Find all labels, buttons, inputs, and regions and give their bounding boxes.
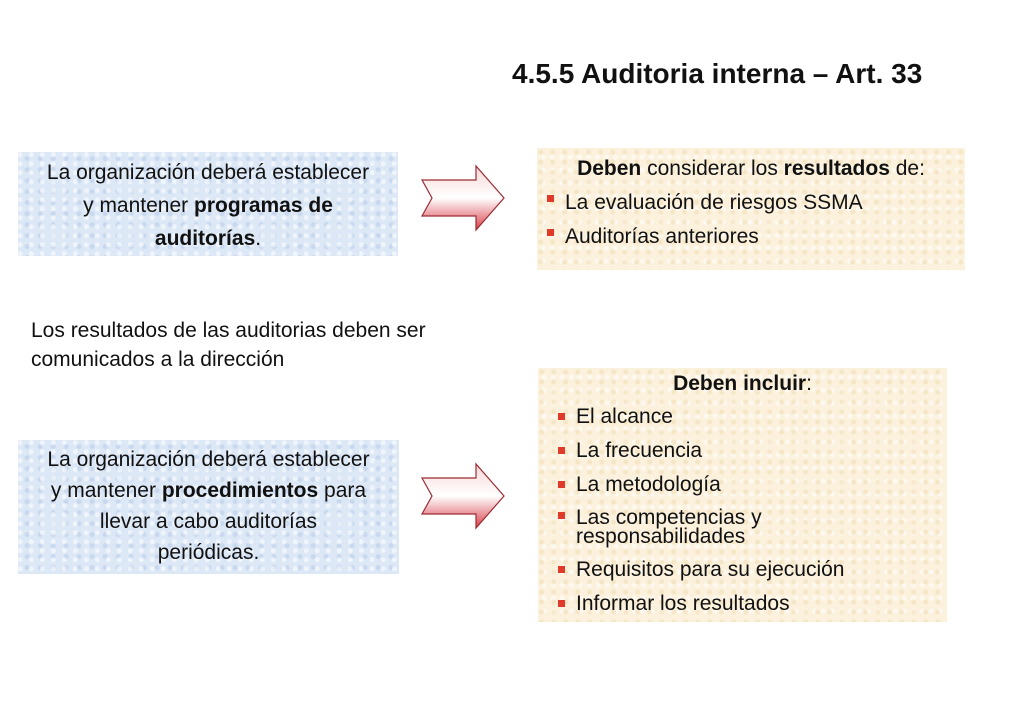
bullet-icon <box>558 447 565 454</box>
bullet-icon <box>558 600 565 607</box>
bullet-icon <box>558 481 565 488</box>
list-item: La metodología <box>548 468 947 502</box>
arrow-right-icon <box>418 462 508 530</box>
arrow-right-icon <box>418 164 508 232</box>
box-line: y mantener procedimientos para <box>50 479 367 502</box>
page-title: 4.5.5 Auditoria interna – Art. 33 <box>512 58 923 89</box>
list-item: Requisitos para su ejecución <box>548 553 947 587</box>
results-communication-note <box>31 316 426 374</box>
bullet-icon <box>558 512 565 519</box>
box-line: La organización deberá establecer <box>46 161 370 184</box>
box-line: La organización deberá establecer <box>47 448 370 471</box>
box-heading: Deben considerar los resultados de: <box>577 157 925 180</box>
box-line: llevar a cabo auditorías <box>99 510 318 533</box>
results-consider-box <box>537 148 965 270</box>
bullet-icon <box>547 229 554 236</box>
list-item: La frecuencia <box>548 434 947 468</box>
list-item: Las competencias y responsabilidades <box>548 502 816 553</box>
box-line: y mantener programas de <box>83 194 333 217</box>
box-line: auditorías. <box>154 227 262 250</box>
must-include-box <box>538 368 947 622</box>
list-item: La evaluación de riesgos SSMA <box>537 186 965 220</box>
list-item: Informar los resultados <box>548 587 947 621</box>
bullet-icon <box>558 413 565 420</box>
list-item: El alcance <box>548 400 947 434</box>
audit-programs-box <box>18 152 398 256</box>
bullet-icon <box>558 566 565 573</box>
bullet-icon <box>547 195 554 202</box>
note-line: Los resultados de las auditorias deben ser <box>31 319 426 342</box>
list-item: Auditorías anteriores <box>537 220 965 254</box>
box-line: periódicas. <box>157 541 260 564</box>
box-heading: Deben incluir: <box>673 372 812 395</box>
audit-procedures-box <box>18 440 399 574</box>
note-line: comunicados a la dirección <box>31 348 285 371</box>
